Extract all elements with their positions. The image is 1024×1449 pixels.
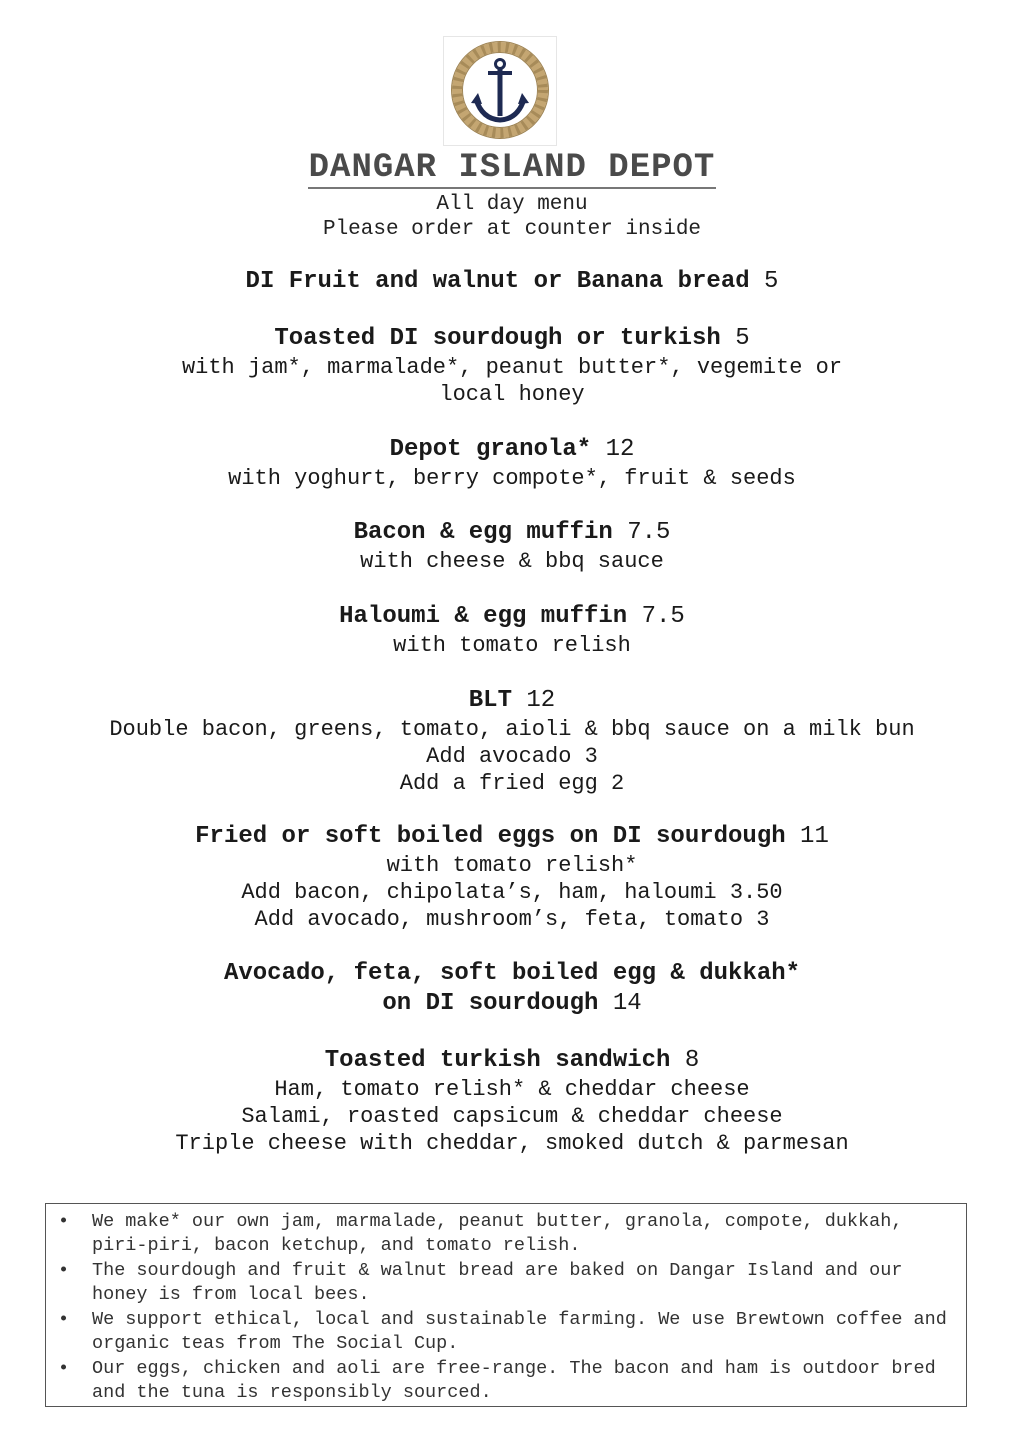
menu-item-price: 7.5 [641, 603, 685, 630]
menu-item-name-row [0, 267, 1024, 297]
menu-item-name-row [0, 324, 1024, 354]
menu-item-price: 5 [735, 325, 750, 352]
notes-list [54, 1210, 952, 1404]
menu-item-addon: Add bacon, chipolata’s, ham, haloumi 3.50 [241, 880, 783, 905]
note-item: • We make* our own jam, marmalade, peanut butter, granola, compote, dukkah, piri-piri, bacon ketchup, and tomato relish. [54, 1210, 952, 1257]
menu-item-description: Double bacon, greens, tomato, aioli & bbq sauce on a milk bun [109, 717, 915, 742]
menu-item-option: Ham, tomato relish* & cheddar cheese [274, 1077, 750, 1102]
menu-item [0, 435, 1024, 492]
menu-item [0, 324, 1024, 408]
menu-item-name: BLT [468, 687, 512, 714]
menu-item-price: 11 [800, 823, 829, 850]
menu-item-addon: Add a fried egg 2 [399, 771, 625, 796]
menu-item-name-row [0, 518, 1024, 548]
menu-item [0, 1046, 1024, 1157]
menu-item-name-row [0, 822, 1024, 852]
menu-item-description: with tomato relish* [386, 853, 638, 878]
order-instructions: Please order at counter inside [322, 218, 702, 241]
menu-item-option: Triple cheese with cheddar, smoked dutch & parmesan [175, 1131, 849, 1156]
menu-item-name: Depot granola* [389, 436, 592, 463]
menu-item-name-row [0, 435, 1024, 465]
logo [443, 36, 557, 146]
menu-item-name: Bacon & egg muffin [353, 519, 613, 546]
note-item: • We support ethical, local and sustainable farming. We use Brewtown coffee and organic teas from The Social Cup. [54, 1308, 952, 1355]
menu-item [0, 959, 1024, 1019]
menu-subtitle: All day menu [436, 193, 588, 216]
menu-item-price: 12 [605, 436, 635, 463]
menu-item-name-row [0, 1046, 1024, 1076]
menu-item [0, 822, 1024, 933]
menu-item-name-row [0, 686, 1024, 716]
menu-item-name: Fried or soft boiled eggs on DI sourdough [195, 823, 786, 850]
menu-item [0, 518, 1024, 575]
menu-item-addon: Add avocado 3 [426, 744, 598, 769]
menu-item-description: with yoghurt, berry compote*, fruit & seeds [228, 466, 796, 491]
menu-item-price: 7.5 [627, 519, 671, 546]
menu-item-description: local honey [439, 382, 585, 407]
menu-item [0, 602, 1024, 659]
page-title [0, 148, 1024, 189]
menu-item-price: 12 [526, 687, 556, 714]
menu-item-description: with cheese & bbq sauce [360, 549, 664, 574]
menu-item-price: 14 [612, 990, 642, 1017]
menu-item [0, 686, 1024, 797]
menu-item-name-row [0, 602, 1024, 632]
note-item: • The sourdough and fruit & walnut bread are baked on Dangar Island and our honey is from local bees. [54, 1259, 952, 1306]
menu-item-name: Haloumi & egg muffin [339, 603, 628, 630]
page-title-text: DANGAR ISLAND DEPOT [308, 149, 716, 187]
menu-item-name-row [0, 989, 1024, 1019]
menu-item-name-continued: on DI sourdough [382, 990, 599, 1017]
note-item: • Our eggs, chicken and aoli are free-range. The bacon and ham is outdoor bred and the tuna is responsibly sourced. [54, 1357, 952, 1404]
menu-item-name: DI Fruit and walnut or Banana bread [245, 268, 750, 295]
menu-item-name: Toasted DI sourdough or turkish [274, 325, 721, 352]
menu-item-description: with jam*, marmalade*, peanut butter*, vegemite or [181, 355, 843, 380]
menu-item-name: Avocado, feta, soft boiled egg & dukkah* [223, 960, 801, 987]
menu-item-option: Salami, roasted capsicum & cheddar cheese [241, 1104, 783, 1129]
menu-item [0, 267, 1024, 297]
menu-item-description: with tomato relish [393, 633, 631, 658]
notes-box [45, 1203, 967, 1407]
anchor-in-rope-ring-icon [444, 37, 556, 145]
menu-item-addon: Add avocado, mushroom’s, feta, tomato 3 [254, 907, 770, 932]
menu-item-name: Toasted turkish sandwich [324, 1047, 671, 1074]
menu-item-price: 8 [684, 1047, 700, 1074]
menu-item-price: 5 [764, 268, 779, 295]
